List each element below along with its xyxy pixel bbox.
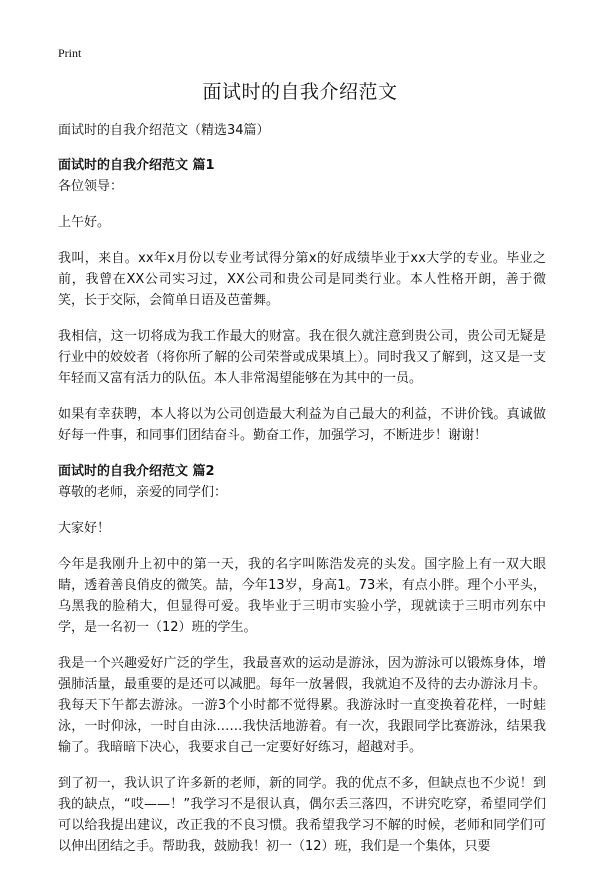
paragraph: 各位领导： (58, 179, 124, 194)
paragraph: 我是一个兴趣爱好广泛的学生，我最喜欢的运动是游泳，因为游泳可以锻炼身体，增强肺活量，最重要的是还可以减肥。每年一放暑假，我就迫不及待的去办游泳月卡。我每天下午都去游泳。一游3个小时都不觉得累。我游泳时一直变换着花样，一时蛙泳，一时仰泳，一时自由泳……我快活地游着。有一次，我跟同学比赛游泳，结果我输了。我暗暗下决心，我要求自己一定要好好练习，超越对手。 (58, 656, 546, 755)
paragraph: 大家好！ (58, 521, 111, 536)
paragraph: 上午好。 (58, 215, 111, 230)
paragraph: 如果有幸获聘，本人将以为公司创造最大利益为自己最大的利益，不讲价钱。真诚做好每一件事，和同事们团结奋斗。勤奋工作，加强学习，不断进步！谢谢！ (58, 407, 546, 443)
section-heading: 面试时的自我介绍范文 篇2 (58, 464, 215, 479)
section-heading: 面试时的自我介绍范文 篇1 (58, 158, 215, 173)
paragraph: 我叫，来自。xx年x月份以专业考试得分第x的好成绩毕业于xx大学的专业。毕业之前，我曾在XX公司实习过，XX公司和贵公司是同类行业。本人性格开朗，善于微笑，长于交际，会简单日语及芭蕾舞。 (58, 251, 546, 308)
paragraph: 尊敬的老师，亲爱的同学们： (58, 485, 228, 500)
document-subtitle: 面试时的自我介绍范文（精选34篇） (58, 123, 270, 138)
section-2 (58, 461, 546, 857)
section-1 (58, 155, 546, 446)
paragraph: 今年是我刚升上初中的第一天，我的名字叫陈浩发亮的头发。国字脸上有一双大眼睛，透着善良俏皮的微笑。喆，今年13岁，身高1。73米，有点小胖。理个小平头，乌黑我的脸稍大，但显得可爱。我毕业于三明市实验小学，现就读于三明市列东中学，是一名初一（12）班的学生。 (58, 557, 546, 635)
print-link[interactable]: Print (58, 46, 82, 60)
paragraph: 我相信，这一切将成为我工作最大的财富。我在很久就注意到贵公司，贵公司无疑是行业中的姣姣者（将你所了解的公司荣誉或成果填上）。同时我又了解到，这又是一支年轻而又富有活力的队伍。本人非常渴望能够在为其中的一员。 (58, 329, 546, 386)
document-body (58, 120, 546, 872)
paragraph: 到了初一，我认识了许多新的老师，新的同学。我的优点不多，但缺点也不少说！到我的缺点，“哎——！”我学习不是很认真，偶尔丢三落四，不讲究吃穿，希望同学们可以给我提出建议，改正我的不良习惯。我希望我学习不解的时候，老师和同学们可以伸出团结之手。帮助我，鼓励我！初一（12）班，我们是一个集体，只要 (58, 776, 546, 854)
page-title: 面试时的自我介绍范文 (202, 81, 398, 103)
